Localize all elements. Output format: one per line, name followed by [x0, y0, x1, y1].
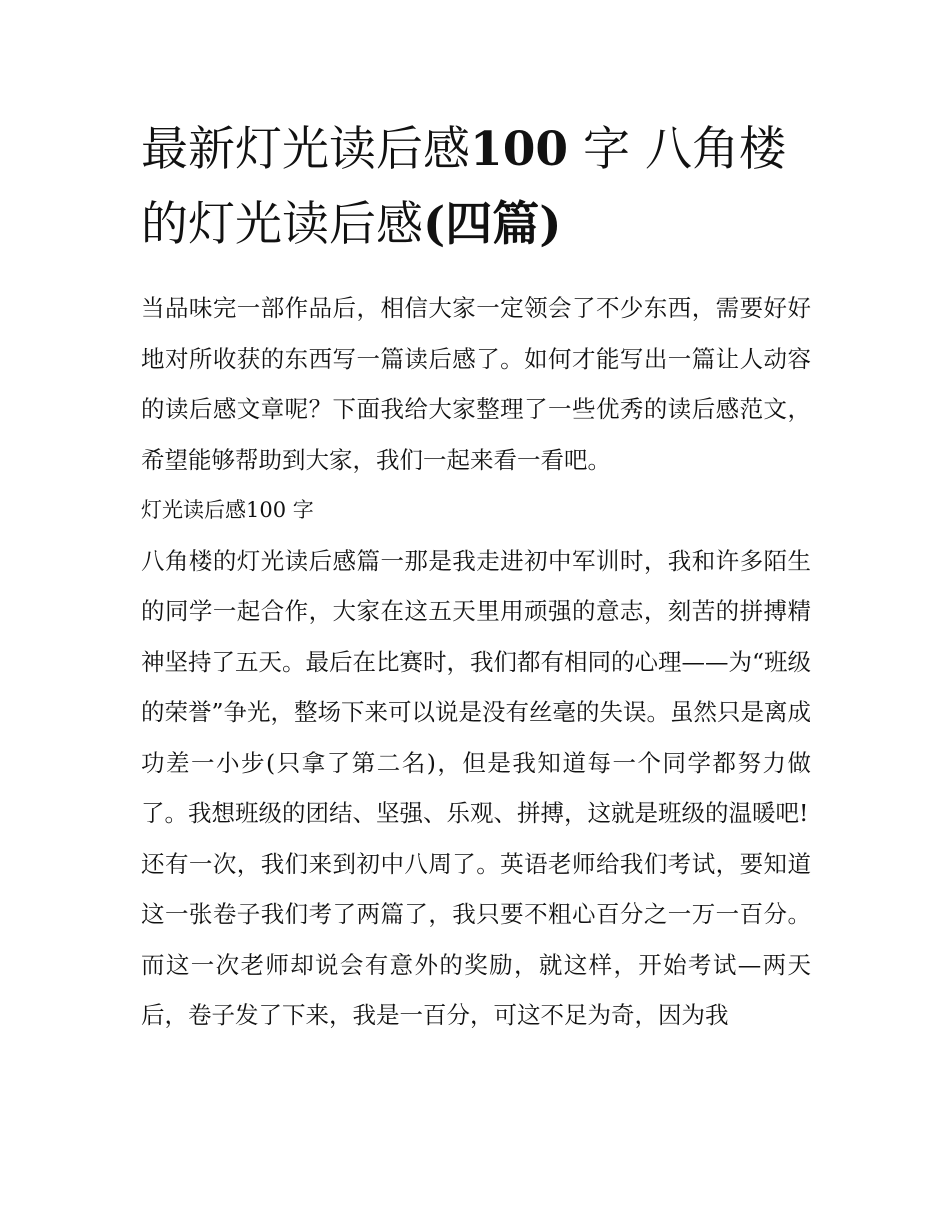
section-subheading: 灯光读后感100 字: [141, 498, 314, 522]
title-suffix: (四篇): [423, 197, 562, 252]
title-text-part2: 字 八角楼的灯光读后感: [141, 122, 786, 252]
intro-paragraph: 当品味完一部作品后，相信大家一定领会了不少东西，需要好好地对所收获的东西写一篇读后感了。如何才能写出一篇让人动容的读后感文章呢？下面我给大家整理了一些优秀的读后感范文，希望能够帮助到大家，我们一起来看一看吧。: [141, 294, 811, 474]
document-title: [141, 112, 811, 262]
title-text-part1: 最新灯光读后感: [141, 122, 470, 177]
title-number: 100: [470, 122, 569, 177]
body-paragraph-1: 八角楼的灯光读后感篇一那是我走进初中军训时，我和许多陌生的同学一起合作，大家在这五天里用顽强的意志，刻苦的拼搏精神坚持了五天。最后在比赛时，我们都有相同的心理——为“班级的荣誉”争光，整场下来可以说是没有丝毫的失误。虽然只是离成功差一小步(只拿了第二名)，但是我知道每一个同学都努力做了。我想班级的团结、坚强、乐观、拼搏，这就是班级的温暖吧!: [141, 546, 812, 827]
body-paragraph-2: 还有一次，我们来到初中八周了。英语老师给我们考试，要知道这一张卷子我们考了两篇了，我只要不粗心百分之一万一百分。而这一次老师却说会有意外的奖励，就这样，开始考试—两天后，卷子发了下来，我是一百分，可这不足为奇，因为我: [141, 849, 811, 1029]
document-content: [141, 112, 811, 1041]
